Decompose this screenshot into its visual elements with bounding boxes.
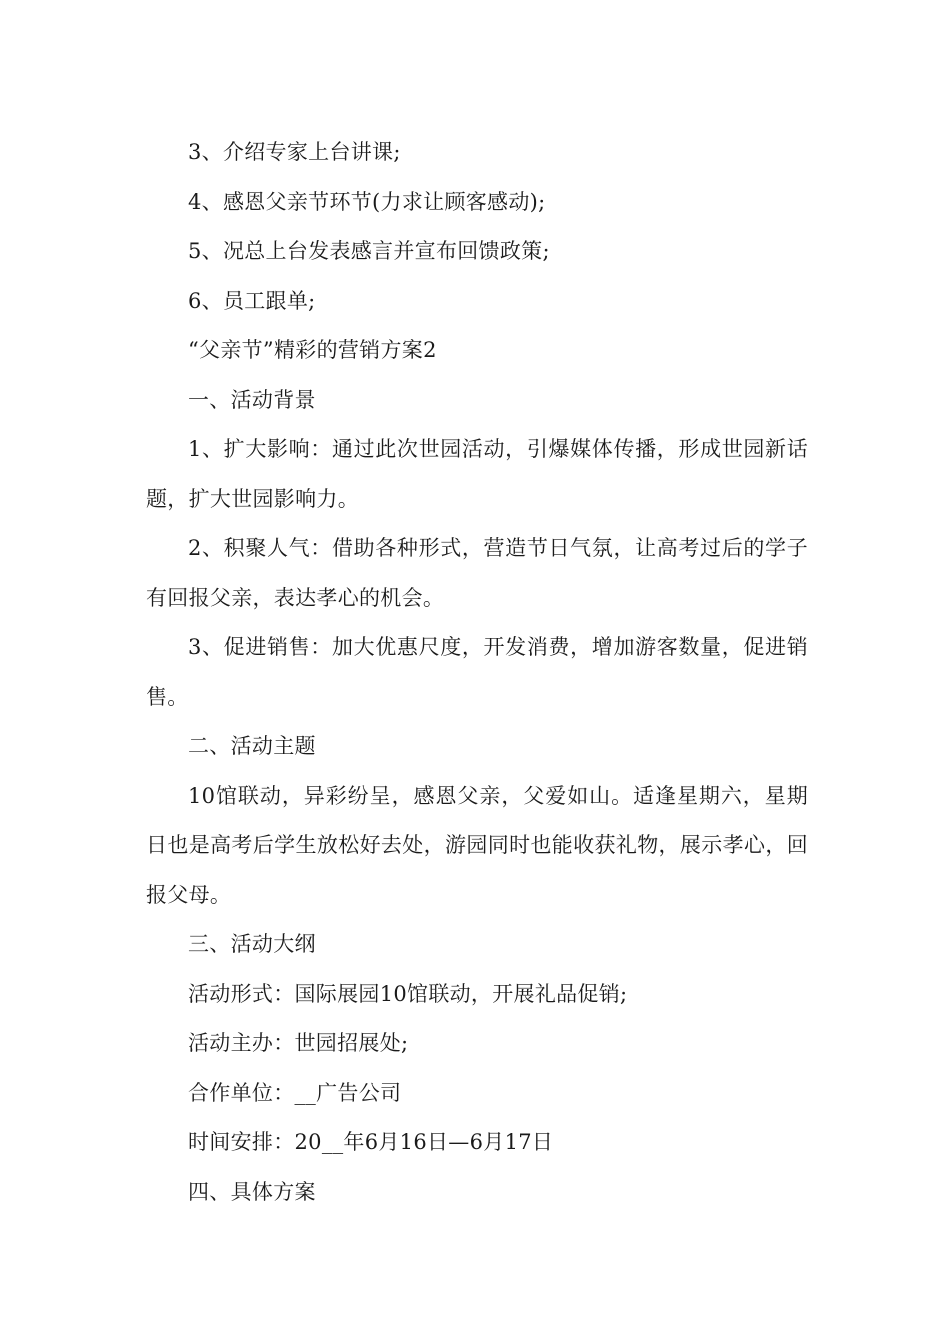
paragraph-step-6: 6、员工跟单; [188,288,316,313]
paragraph-schedule: 时间安排：20__年6月16日—6月17日 [188,1130,554,1154]
paragraph-influence: 1、扩大影响：通过此次世园活动，引爆媒体传播，形成世园新话题，扩大世园影响力。 [146,437,808,511]
heading-plan: 四、具体方案 [188,1179,316,1204]
paragraph-theme: 10馆联动，异彩纷呈，感恩父亲，父爱如山。适逢星期六，星期日也是高考后学生放松好去处，游园同时也能收获礼物，展示孝心，回报父母。 [146,783,808,907]
paragraph-form: 活动形式：国际展园10馆联动，开展礼品促销; [188,981,628,1006]
heading-theme: 二、活动主题 [188,734,316,758]
paragraph-organizer: 活动主办：世园招展处; [188,1031,409,1055]
section-title: “父亲节”精彩的营销方案2 [188,338,437,362]
paragraph-step-4: 4、感恩父亲节环节(力求让顾客感动); [188,189,546,214]
document-body [146,128,808,1217]
paragraph-step-5: 5、况总上台发表感言并宣布回馈政策; [188,239,550,263]
heading-background: 一、活动背景 [188,387,316,412]
paragraph-sales: 3、促进销售：加大优惠尺度，开发消费，增加游客数量，促进销售。 [146,635,808,709]
heading-outline: 三、活动大纲 [188,932,316,956]
paragraph-popularity: 2、积聚人气：借助各种形式，营造节日气氛，让高考过后的学子有回报父亲，表达孝心的机会。 [146,536,808,610]
paragraph-step-3: 3、介绍专家上台讲课; [188,140,401,164]
paragraph-partner: 合作单位：__广告公司 [188,1080,402,1105]
